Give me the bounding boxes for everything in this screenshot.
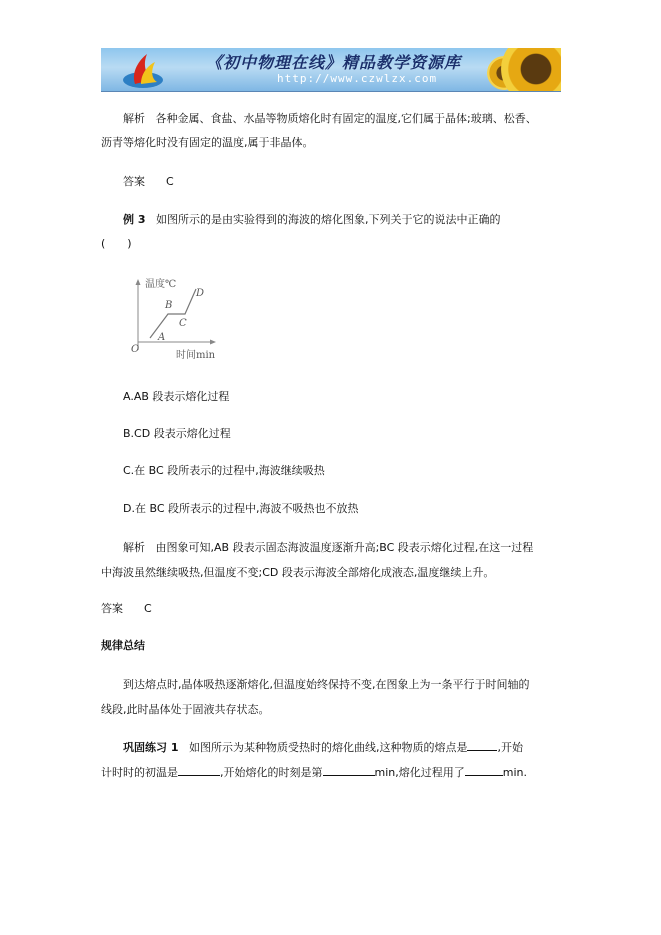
exercise-label: 巩固练习 1 [123, 741, 179, 754]
y-axis-arrow-icon [136, 279, 141, 285]
exercise-text: min. [502, 766, 527, 779]
answer-label: 答案 [123, 175, 145, 188]
point-d-label: D [196, 288, 205, 299]
answer-blank-melting-point[interactable] [467, 738, 497, 751]
answer-value: C [143, 602, 152, 615]
point-b-label: B [165, 300, 173, 311]
answer-blank-start-time[interactable] [323, 763, 375, 776]
exercise-text: 如图所示为某种物质受热时的熔化曲线,这种物质的熔点是 [188, 741, 468, 754]
exercise-text: 计时时的初温是 [101, 766, 178, 779]
option-a: A.AB 段表示熔化过程 [123, 390, 230, 403]
analysis-text: 各种金属、食盐、水晶等物质熔化时有固定的温度,它们属于晶体;玻璃、松香、 [155, 112, 537, 125]
point-c-label: C [179, 318, 187, 329]
analysis-paragraph-1-cont: 沥青等熔化时没有固定的温度,属于非晶体。 [101, 136, 314, 149]
summary-text-cont: 线段,此时晶体处于固液共存状态。 [101, 703, 270, 716]
exercise-1-cont [101, 761, 561, 784]
site-title: 《初中物理在线》精品教学资源库 [206, 53, 462, 72]
logo-icon [121, 50, 165, 90]
melting-graph [128, 272, 228, 364]
example-label: 例 3 [123, 213, 146, 226]
site-url: http://www.czwlzx.com [277, 72, 438, 85]
example-3 [101, 208, 583, 231]
answer-blank-duration[interactable] [465, 763, 503, 776]
analysis-paragraph-2 [101, 536, 583, 559]
exercise-text: ,开始 [497, 741, 523, 754]
option-d: D.在 BC 段所表示的过程中,海波不吸热也不放热 [123, 502, 359, 515]
summary-text: 到达熔点时,晶体吸热逐渐熔化,但温度始终保持不变,在图象上为一条平行于时间轴的 [123, 678, 530, 691]
sunflower-decoration-large [501, 48, 561, 92]
analysis-paragraph-2-cont: 中海波虽然继续吸热,但温度不变;CD 段表示海波全部熔化成液态,温度继续上升。 [101, 566, 495, 579]
x-axis-label: 时间min [176, 350, 216, 361]
answer-1 [101, 170, 583, 193]
analysis-text: 由图象可知,AB 段表示固态海波温度逐渐升高;BC 段表示熔化过程,在这一过程 [155, 541, 534, 554]
example-text: 如图所示的是由实验得到的海波的熔化图象,下列关于它的说法中正确的 [155, 213, 501, 226]
analysis-paragraph-1 [101, 107, 583, 130]
melting-curve [150, 289, 196, 338]
analysis-label: 解析 [123, 541, 145, 554]
header-banner [101, 48, 561, 92]
x-axis-arrow-icon [210, 340, 216, 345]
summary-heading: 规律总结 [101, 639, 145, 652]
origin-label: O [131, 344, 140, 355]
exercise-1 [101, 736, 583, 759]
answer-value: C [165, 175, 174, 188]
exercise-text: ,开始熔化的时刻是第 [220, 766, 323, 779]
y-axis-label: 温度℃ [145, 279, 177, 290]
option-b: B.CD 段表示熔化过程 [123, 427, 231, 440]
answer-label: 答案 [101, 602, 123, 615]
answer-2 [101, 597, 561, 620]
analysis-label: 解析 [123, 112, 145, 125]
option-c: C.在 BC 段所表示的过程中,海波继续吸热 [123, 464, 325, 477]
answer-blank-initial-temp[interactable] [178, 763, 220, 776]
point-a-label: A [158, 332, 166, 343]
exercise-text: min,熔化过程用了 [374, 766, 465, 779]
example-3-blank: ( ) [101, 237, 132, 250]
